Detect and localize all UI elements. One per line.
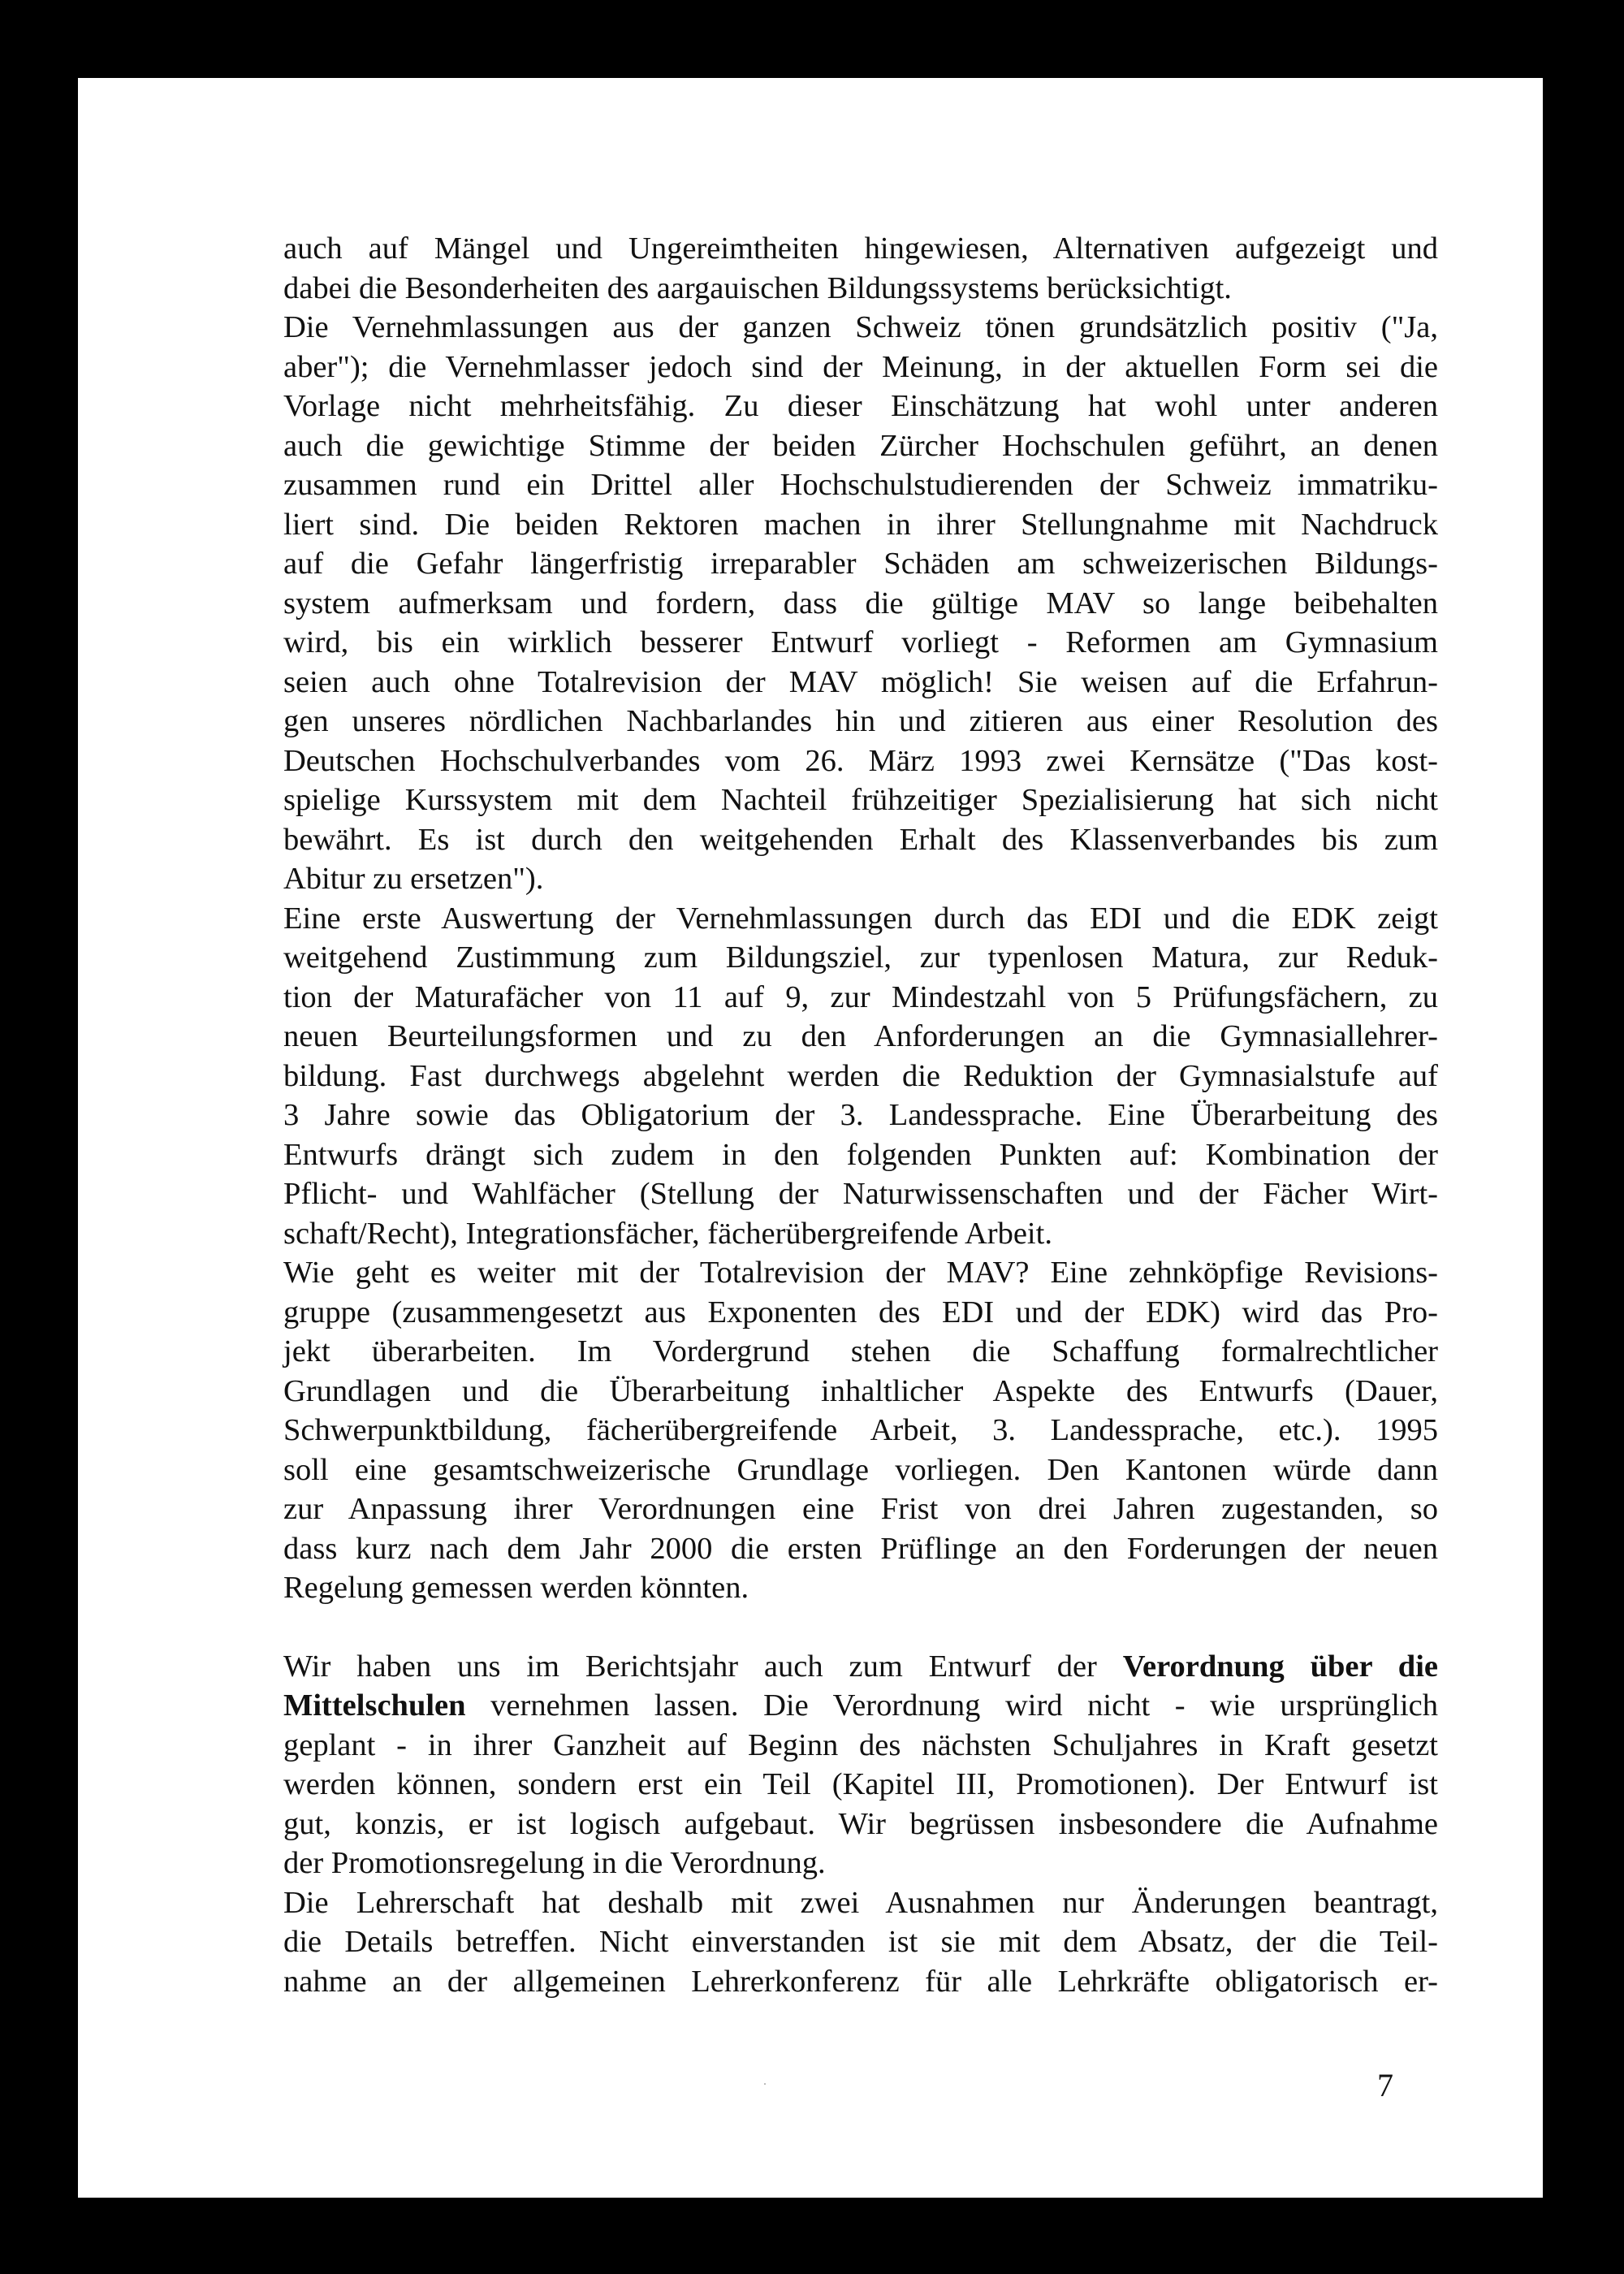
text-line: auch die gewichtige Stimme der beiden Zürcher Hochschulen geführt, an denen bbox=[283, 428, 1438, 463]
text-line: spielige Kurssystem mit dem Nachteil frühzeitiger Spezialisierung hat sich nicht bbox=[283, 783, 1438, 817]
text-line: zusammen rund ein Drittel aller Hochschulstudierenden der Schweiz immatriku- bbox=[283, 468, 1438, 502]
text-line: Pflicht- und Wahlfächer (Stellung der Naturwissenschaften und der Fächer Wirt- bbox=[283, 1177, 1438, 1211]
text-line: wird, bis ein wirklich besserer Entwurf vorliegt - Reformen am Gymnasium bbox=[283, 625, 1438, 659]
text-line: bildung. Fast durchwegs abgelehnt werden die Reduktion der Gymnasialstufe auf bbox=[283, 1058, 1438, 1093]
paragraph-spacer bbox=[283, 1608, 1438, 1647]
text-line: werden können, sondern erst ein Teil (Kapitel III, Promotionen). Der Entwurf ist bbox=[283, 1767, 1438, 1801]
paragraph-3 bbox=[283, 899, 1438, 1254]
text-line: aber"); die Vernehmlasser jedoch sind der Meinung, in der aktuellen Form sei die bbox=[283, 349, 1438, 384]
text-line: seien auch ohne Totalrevision der MAV möglich! Sie weisen auf die Erfahrun- bbox=[283, 664, 1438, 699]
text-run: Wir haben uns im Berichtsjahr auch zum Entwurf der bbox=[283, 1649, 1123, 1684]
paragraph-lehrerschaft bbox=[283, 1883, 1438, 2002]
text-line: geplant - in ihrer Ganzheit auf Beginn des nächsten Schuljahres in Kraft gesetzt bbox=[283, 1727, 1438, 1762]
text-line: jekt überarbeiten. Im Vordergrund stehen die Schaffung formalrechtlicher bbox=[283, 1334, 1438, 1368]
text-line: auf die Gefahr längerfristig irreparabler Schäden am schweizerischen Bildungs- bbox=[283, 547, 1438, 581]
text-line: weitgehend Zustimmung zum Bildungsziel, zur typenlosen Matura, zur Reduk- bbox=[283, 940, 1438, 975]
text-line: Abitur zu ersetzen"). bbox=[283, 862, 544, 896]
text-line: gruppe (zusammengesetzt aus Exponenten des EDI und der EDK) wird das Pro- bbox=[283, 1295, 1438, 1329]
text-line: system aufmerksam und fordern, dass die gültige MAV so lange beibehalten bbox=[283, 586, 1438, 620]
text-line: nahme an der allgemeinen Lehrerkonferenz für alle Lehrkräfte obligatorisch er- bbox=[283, 1964, 1438, 1999]
bold-term: Mittelschulen bbox=[283, 1688, 466, 1723]
text-line: auch auf Mängel und Ungereimtheiten hingewiesen, Alternativen aufgezeigt und bbox=[283, 231, 1438, 266]
text-line: Vorlage nicht mehrheitsfähig. Zu dieser Einschätzung hat wohl unter anderen bbox=[283, 389, 1438, 423]
text-line: soll eine gesamtschweizerische Grundlage vorliegen. Den Kantonen würde dann bbox=[283, 1452, 1438, 1487]
text-line: gen unseres nördlichen Nachbarlandes hin und zitieren aus einer Resolution des bbox=[283, 704, 1438, 738]
text-line: Schwerpunktbildung, fächerübergreifende Arbeit, 3. Landessprache, etc.). 1995 bbox=[283, 1413, 1438, 1447]
text-line: Grundlagen und die Überarbeitung inhaltlicher Aspekte des Entwurfs (Dauer, bbox=[283, 1373, 1438, 1408]
text-line: schaft/Recht), Integrationsfächer, fächerübergreifende Arbeit. bbox=[283, 1216, 1052, 1251]
text-line: Wie geht es weiter mit der Totalrevision der MAV? Eine zehnköpfige Revisions- bbox=[283, 1256, 1438, 1290]
text-line: der Promotionsregelung in die Verordnung. bbox=[283, 1846, 826, 1880]
text-line: Deutschen Hochschulverbandes vom 26. März 1993 zwei Kernsätze ("Das kost- bbox=[283, 743, 1438, 778]
text-line: dass kurz nach dem Jahr 2000 die ersten Prüflinge an den Forderungen der neuen bbox=[283, 1531, 1438, 1566]
bold-term: Verordnung über die bbox=[1122, 1649, 1438, 1684]
paragraph-2 bbox=[283, 308, 1438, 899]
paragraph-1 bbox=[283, 229, 1438, 308]
body-text bbox=[283, 229, 1438, 2001]
text-line: Die Vernehmlassungen aus der ganzen Schweiz tönen grundsätzlich positiv ("Ja, bbox=[283, 310, 1438, 344]
text-line bbox=[283, 1686, 1438, 1726]
text-line: Eine erste Auswertung der Vernehmlassungen durch das EDI und die EDK zeigt bbox=[283, 901, 1438, 936]
text-line bbox=[283, 1647, 1438, 1687]
text-line: Entwurfs drängt sich zudem in den folgenden Punkten auf: Kombination der bbox=[283, 1137, 1438, 1172]
paragraph-mittelschulen bbox=[283, 1647, 1438, 1883]
text-line: die Details betreffen. Nicht einverstanden ist sie mit dem Absatz, der die Teil- bbox=[283, 1925, 1438, 1959]
page-number: 7 bbox=[1377, 2067, 1393, 2103]
paragraph-4 bbox=[283, 1253, 1438, 1608]
text-line: zur Anpassung ihrer Verordnungen eine Frist von drei Jahren zugestanden, so bbox=[283, 1492, 1438, 1526]
text-line: dabei die Besonderheiten des aargauischen Bildungssystems berücksichtigt. bbox=[283, 270, 1232, 305]
text-line: 3 Jahre sowie das Obligatorium der 3. Landessprache. Eine Überarbeitung des bbox=[283, 1098, 1438, 1132]
text-line: Regelung gemessen werden könnten. bbox=[283, 1571, 749, 1605]
document-page bbox=[78, 78, 1543, 2198]
text-line: tion der Maturafächer von 11 auf 9, zur Mindestzahl von 5 Prüfungsfächern, zu bbox=[283, 979, 1438, 1014]
text-run: vernehmen lassen. Die Verordnung wird nicht - wie ursprünglich bbox=[465, 1688, 1438, 1723]
text-line: gut, konzis, er ist logisch aufgebaut. Wir begrüssen insbesondere die Aufnahme bbox=[283, 1806, 1438, 1841]
text-line: bewährt. Es ist durch den weitgehenden Erhalt des Klassenverbandes bis zum bbox=[283, 822, 1438, 857]
text-line: liert sind. Die beiden Rektoren machen in ihrer Stellungnahme mit Nachdruck bbox=[283, 507, 1438, 542]
text-line: neuen Beurteilungsformen und zu den Anforderungen an die Gymnasiallehrer- bbox=[283, 1019, 1438, 1053]
scan-speck bbox=[764, 2083, 766, 2085]
text-line: Die Lehrerschaft hat deshalb mit zwei Ausnahmen nur Änderungen beantragt, bbox=[283, 1885, 1438, 1920]
